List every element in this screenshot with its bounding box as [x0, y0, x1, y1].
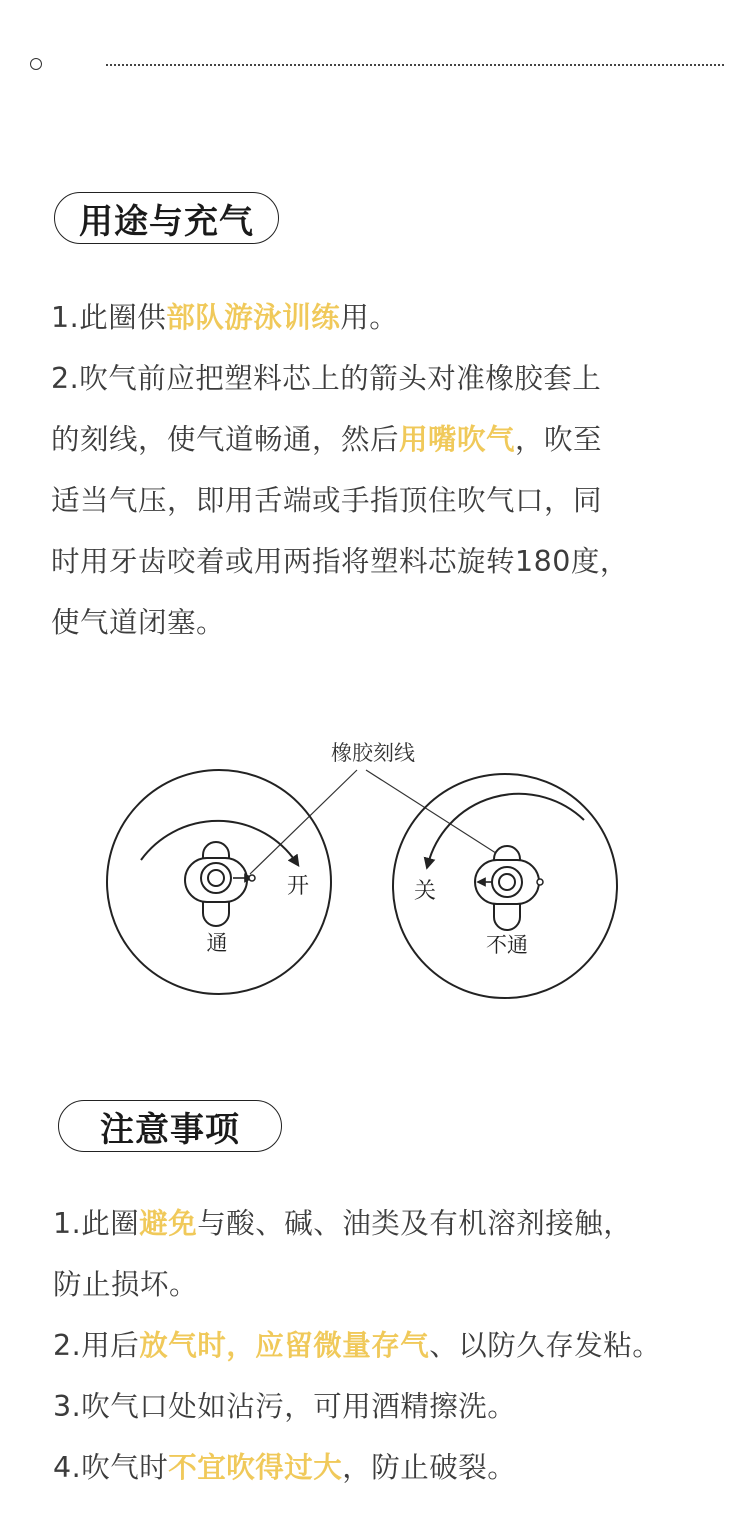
left-valve-core-icon [185, 842, 255, 926]
notes-item-1-line-2: 防止损坏。 [53, 1268, 199, 1301]
usage-item-2-line-2 [51, 409, 731, 470]
notes-item-1-line-1 [53, 1193, 733, 1254]
dotted-divider [106, 64, 724, 66]
notes-item-1-suffix: 与酸、碱、油类及有机溶剂接触， [197, 1207, 633, 1240]
right-valve-core-icon [475, 846, 543, 930]
left-valve [107, 770, 331, 994]
notes-item-2-prefix: 2.用后 [53, 1329, 140, 1362]
valve-diagram [0, 720, 750, 1010]
usage-item-2-line-2-prefix: 的刻线，使气道畅通，然后 [51, 423, 400, 456]
notes-item-4-prefix: 4.吹气时 [53, 1451, 169, 1484]
right-state-label: 不通 [486, 933, 528, 957]
usage-item-1-highlight: 部队游泳训练 [166, 301, 341, 334]
notes-item-2-highlight: 放气时，应留微量存气 [139, 1329, 430, 1362]
usage-item-2-line-4: 时用牙齿咬着或用两指将塑料芯旋转180度， [51, 545, 629, 578]
section-title-usage [54, 192, 279, 244]
notes-item-3: 3.吹气口处如沾污，可用酒精擦洗。 [53, 1390, 517, 1423]
usage-instructions [51, 287, 731, 653]
notes-item-4 [53, 1437, 733, 1498]
left-state-label: 通 [206, 931, 228, 955]
right-arrow-label: 关 [413, 879, 437, 904]
right-valve [393, 774, 617, 998]
callout-line-left [250, 770, 357, 874]
usage-item-2-line-3: 适当气压，即用舌端或手指顶住吹气口，同 [51, 484, 603, 517]
section-title-usage-text: 用途与充气 [79, 201, 254, 242]
notes-item-4-suffix: ，防止破裂。 [342, 1451, 517, 1484]
usage-item-1-prefix: 1.此圈供 [51, 301, 167, 334]
section-title-notes [58, 1100, 282, 1152]
usage-item-2-line-5: 使气道闭塞。 [51, 606, 226, 639]
usage-item-1 [51, 287, 731, 348]
usage-item-2-line-1: 2.吹气前应把塑料芯上的箭头对准橡胶套上 [51, 362, 602, 395]
circle-bullet-icon [30, 58, 42, 70]
left-arrow-label: 开 [286, 874, 310, 899]
section-title-notes-text: 注意事项 [100, 1109, 240, 1150]
callout-label: 橡胶刻线 [331, 741, 415, 765]
usage-item-2-highlight: 用嘴吹气 [399, 423, 516, 456]
notes-list [53, 1193, 733, 1498]
usage-item-2-line-2-suffix: ，吹至 [515, 423, 603, 456]
notes-item-2 [53, 1315, 733, 1376]
notes-item-1-highlight: 避免 [139, 1207, 198, 1240]
notes-item-1-prefix: 1.此圈 [53, 1207, 140, 1240]
usage-item-1-suffix: 用。 [340, 301, 399, 334]
notes-item-2-suffix: 、以防久存发粘。 [429, 1329, 662, 1362]
notes-item-4-highlight: 不宜吹得过大 [168, 1451, 343, 1484]
